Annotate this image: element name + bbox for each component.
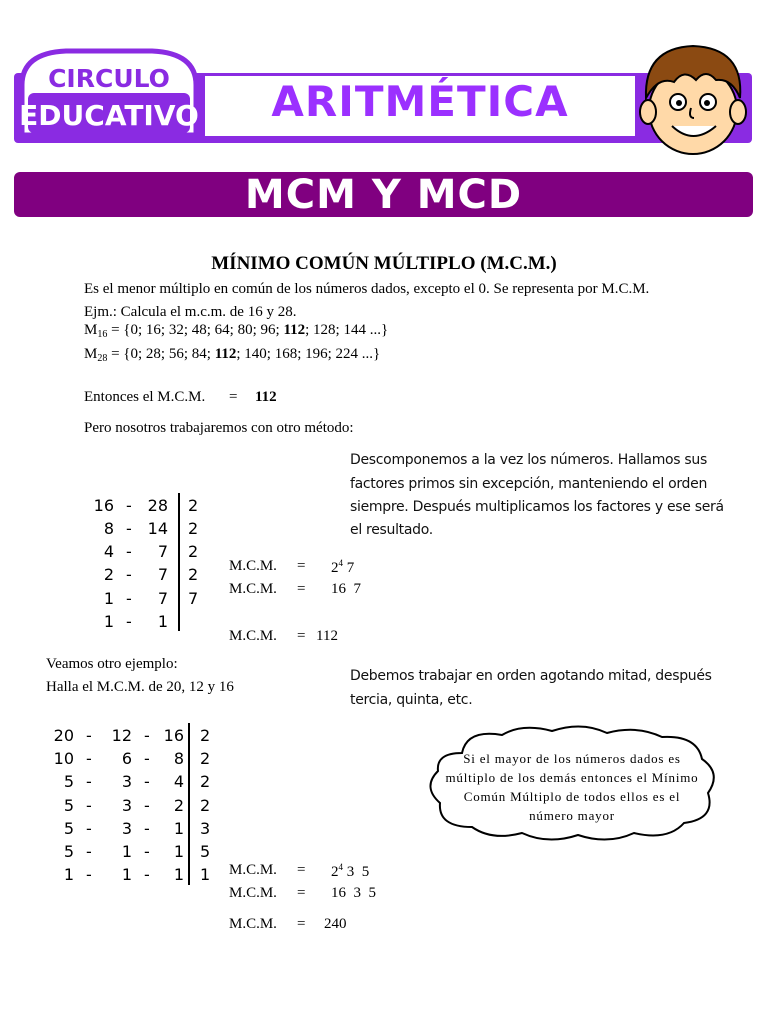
- result2-final: 240: [324, 916, 347, 932]
- ladder2-cell: 3: [121, 772, 132, 791]
- ladder2-divisor: 2: [200, 772, 211, 791]
- ladder2-cell: 1: [173, 842, 184, 861]
- ladder1-divisor: 7: [188, 589, 199, 608]
- m28-values-rest: ; 140; 168; 196; 224 ...}: [236, 346, 381, 362]
- m16-common: 112: [283, 322, 306, 338]
- ladder2-cell: 2: [173, 796, 184, 815]
- result2-label: M.C.M.: [229, 862, 277, 878]
- ladder1-cell: -: [126, 612, 132, 631]
- ladder2-cell: 1: [173, 865, 184, 884]
- ladder2-cell: 1: [121, 842, 132, 861]
- result1-final: 112: [316, 628, 338, 644]
- ladder1-cell: 1: [103, 612, 114, 631]
- ladder1-cell: 7: [157, 542, 168, 561]
- example-prompt: Ejm.: Calcula el m.c.m. de 16 y 28.: [84, 304, 297, 320]
- result1-step1: [331, 558, 354, 577]
- result1-label: M.C.M.: [229, 581, 277, 597]
- title-text: MCM Y MCD: [244, 172, 523, 218]
- ladder1-divider: [178, 493, 180, 631]
- ladder1-cell: -: [126, 496, 132, 515]
- definition-text: Es el menor múltiplo en común de los números dados, excepto el 0. Se representa por M.C.M.: [84, 281, 650, 297]
- ladder1-cell: -: [126, 519, 132, 538]
- ladder2-divisor: 2: [200, 749, 211, 768]
- explanation2-line1: Debemos trabajar en orden agotando mitad, después: [350, 668, 712, 684]
- ladder2-cell: 8: [173, 749, 184, 768]
- ladder2-cell: -: [86, 772, 92, 791]
- ladder2-cell: -: [144, 772, 150, 791]
- result2-step2: 16 3 5: [331, 885, 376, 901]
- ladder2-cell: -: [144, 749, 150, 768]
- ladder1-cell: 1: [103, 589, 114, 608]
- result1-label: M.C.M.: [229, 628, 277, 644]
- ladder2-cell: -: [86, 749, 92, 768]
- ladder2-cell: 10: [53, 749, 74, 768]
- ladder2-cell: -: [144, 796, 150, 815]
- ladder2-divisor: 3: [200, 819, 211, 838]
- result1-label: M.C.M.: [229, 558, 277, 574]
- result1-equals: =: [297, 581, 306, 597]
- result1-equals: =: [297, 628, 306, 644]
- ladder2-cell: -: [86, 865, 92, 884]
- ladder2-cell: -: [144, 726, 150, 745]
- ladder2-cell: 3: [121, 819, 132, 838]
- ladder1-cell: -: [126, 565, 132, 584]
- m28-subscript: 28: [97, 353, 108, 364]
- ladder2-divisor: 2: [200, 796, 211, 815]
- result1-equals: =: [297, 558, 306, 574]
- m28-values: = {0; 28; 56; 84;: [107, 346, 215, 362]
- cloud-note-text: Si el mayor de los números dados es múltiplo de los demás entonces el Mínimo Común Múltiplo de todos ellos es el número mayor: [445, 751, 699, 823]
- then-mcm-value: 112: [255, 389, 277, 405]
- ladder1-cell: 7: [157, 565, 168, 584]
- ladder2-cell: 5: [63, 819, 74, 838]
- ladder1-divisor: 2: [188, 496, 199, 515]
- method-note: Pero nosotros trabajaremos con otro método:: [84, 420, 354, 436]
- then-mcm-label: Entonces el M.C.M.: [84, 389, 206, 405]
- result1-factors: 7: [343, 560, 355, 576]
- result1-base: 2: [331, 560, 339, 576]
- ladder2-cell: 5: [63, 842, 74, 861]
- section-heading: MÍNIMO COMÚN MÚLTIPLO (M.C.M.): [211, 253, 557, 274]
- explanation1-line3: siempre. Después multiplicamos los factores y ese será: [350, 499, 724, 515]
- ladder1-divisor: 2: [188, 519, 199, 538]
- result2-factors: 3 5: [343, 864, 370, 880]
- result2-equals: =: [297, 862, 306, 878]
- explanation2-line2: tercia, quinta, etc.: [350, 692, 473, 708]
- m16-values: = {0; 16; 32; 48; 64; 80; 96;: [107, 322, 284, 338]
- ladder2-cell: 4: [173, 772, 184, 791]
- ladder2-cell: 1: [121, 865, 132, 884]
- ladder1-cell: 28: [147, 496, 168, 515]
- ladder2-cell: -: [144, 819, 150, 838]
- result2-label: M.C.M.: [229, 885, 277, 901]
- banner-title: ARITMÉTICA: [271, 77, 569, 126]
- ladder2-cell: 1: [173, 819, 184, 838]
- ladder2-cell: 12: [111, 726, 132, 745]
- explanation1-line1: Descomponemos a la vez los números. Hallamos sus: [350, 452, 707, 468]
- ladder2-cell: 5: [63, 772, 74, 791]
- multiples-28: [84, 346, 380, 364]
- m28-label: M: [84, 346, 98, 362]
- ladder1-cell: -: [126, 542, 132, 561]
- example2-intro: Veamos otro ejemplo:: [46, 656, 178, 672]
- ladder1-cell: 1: [157, 612, 168, 631]
- ladder1-cell: 2: [103, 565, 114, 584]
- result1-exponent: 4: [338, 558, 343, 568]
- ladder2-cell: -: [86, 726, 92, 745]
- ladder2-cell: 6: [121, 749, 132, 768]
- ladder2-divisor: 2: [200, 726, 211, 745]
- ladder2-cell: -: [86, 796, 92, 815]
- m16-values-rest: ; 128; 144 ...}: [305, 322, 389, 338]
- ladder2-cell: 20: [53, 726, 74, 745]
- boy-face-icon: [636, 38, 750, 158]
- explanation1-line4: el resultado.: [350, 522, 433, 538]
- ladder2-cell: -: [86, 819, 92, 838]
- ladder2-cell: -: [86, 842, 92, 861]
- ladder1-divisor: 2: [188, 542, 199, 561]
- m28-common: 112: [214, 346, 237, 362]
- ladder2-cell: 5: [63, 796, 74, 815]
- ladder1-cell: 4: [103, 542, 114, 561]
- ladder1-cell: 7: [157, 589, 168, 608]
- logo-text-circulo: CIRCULO: [48, 64, 170, 93]
- ladder1-divisor: 2: [188, 565, 199, 584]
- ladder2-divisor: 1: [200, 865, 211, 884]
- ladder2-cell: 3: [121, 796, 132, 815]
- ladder1-cell: -: [126, 589, 132, 608]
- ladder1-cell: 16: [93, 496, 114, 515]
- result1-step2: 16 7: [331, 581, 361, 597]
- ladder2-cell: -: [144, 865, 150, 884]
- example2-prompt: Halla el M.C.M. de 20, 12 y 16: [46, 679, 234, 695]
- result2-base: 2: [331, 864, 339, 880]
- circulo-educativo-logo: [16, 45, 202, 145]
- then-mcm-equals: =: [229, 389, 238, 405]
- logo-text-educativo: EDUCATIVO: [19, 99, 199, 132]
- ladder1-cell: 8: [103, 519, 114, 538]
- multiples-16: [84, 322, 388, 340]
- ladder2-cell: 16: [163, 726, 184, 745]
- ladder1-cell: 14: [147, 519, 168, 538]
- ladder2-divisor: 5: [200, 842, 211, 861]
- result2-step1: [331, 862, 369, 881]
- m16-label: M: [84, 322, 98, 338]
- result2-equals: =: [297, 916, 306, 932]
- ladder2-cell: 1: [63, 865, 74, 884]
- result2-exponent: 4: [338, 862, 343, 872]
- ladder2-cell: -: [144, 842, 150, 861]
- result2-equals: =: [297, 885, 306, 901]
- result2-label: M.C.M.: [229, 916, 277, 932]
- explanation1-line2: factores primos sin excepción, manteniendo el orden: [350, 476, 708, 492]
- ladder2-divider: [188, 723, 190, 885]
- m16-subscript: 16: [97, 329, 108, 340]
